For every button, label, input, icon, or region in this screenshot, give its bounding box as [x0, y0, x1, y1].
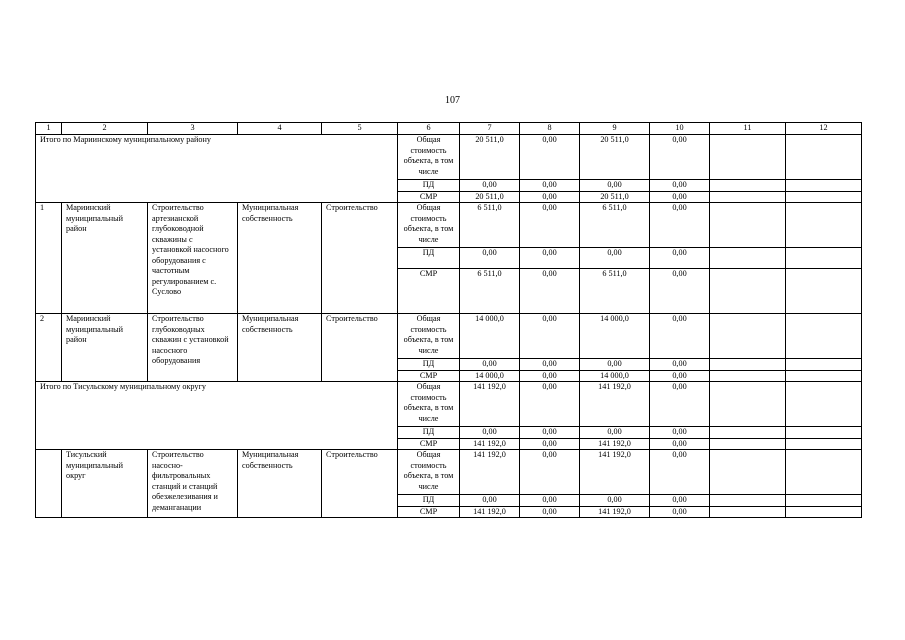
amount-cell: 0,00 — [580, 359, 650, 371]
municipality: Мариинский муниципальный район — [62, 203, 148, 314]
object-name: Строительство артезианской глубоководной скважины с установкой насосного оборудования с частотным регулированием с. Суслово — [148, 203, 238, 314]
amount-cell: 0,00 — [460, 248, 520, 269]
empty-cell-12 — [786, 191, 862, 203]
cost-label: ПД — [398, 359, 460, 371]
cost-label: СМР — [398, 191, 460, 203]
amount-cell: 0,00 — [520, 450, 580, 495]
amount-cell: 0,00 — [650, 248, 710, 269]
empty-cell-12 — [786, 248, 862, 269]
empty-cell-11 — [710, 506, 786, 518]
amount-cell: 141 192,0 — [580, 450, 650, 495]
empty-cell-12 — [786, 438, 862, 450]
amount-cell: 0,00 — [520, 314, 580, 359]
municipality: Тисульский муниципальный округ — [62, 450, 148, 518]
amount-cell: 0,00 — [650, 495, 710, 507]
amount-cell: 0,00 — [520, 248, 580, 269]
amount-cell: 141 192,0 — [460, 438, 520, 450]
cost-label: Общая стоимость объекта, в том числе — [398, 135, 460, 180]
empty-cell-11 — [710, 248, 786, 269]
col-header-5: 5 — [322, 123, 398, 135]
col-header-6: 6 — [398, 123, 460, 135]
object-row — [36, 314, 862, 359]
empty-cell-12 — [786, 382, 862, 427]
empty-cell-12 — [786, 314, 862, 359]
cost-label: Общая стоимость объекта, в том числе — [398, 314, 460, 359]
row-number — [36, 450, 62, 518]
cost-label: ПД — [398, 495, 460, 507]
amount-cell: 14 000,0 — [460, 370, 520, 382]
amount-cell: 0,00 — [580, 427, 650, 439]
column-number-row — [36, 123, 862, 135]
col-header-11: 11 — [710, 123, 786, 135]
empty-cell-11 — [710, 382, 786, 427]
amount-cell: 0,00 — [650, 180, 710, 192]
empty-cell-11 — [710, 135, 786, 180]
amount-cell: 0,00 — [520, 203, 580, 248]
work-type: Строительство — [322, 314, 398, 382]
amount-cell: 0,00 — [520, 495, 580, 507]
col-header-4: 4 — [238, 123, 322, 135]
total-title: Итого по Тисульскому муниципальному округу — [36, 382, 398, 450]
object-row — [36, 203, 862, 248]
object-name: Строительство насосно-фильтровальных станций и станций обезжелезивания и деманганации — [148, 450, 238, 518]
empty-cell-11 — [710, 495, 786, 507]
amount-cell: 0,00 — [650, 427, 710, 439]
amount-cell: 0,00 — [520, 180, 580, 192]
empty-cell-11 — [710, 269, 786, 314]
empty-cell-11 — [710, 370, 786, 382]
amount-cell: 0,00 — [520, 427, 580, 439]
amount-cell: 0,00 — [650, 314, 710, 359]
amount-cell: 6 511,0 — [580, 203, 650, 248]
amount-cell: 0,00 — [650, 135, 710, 180]
amount-cell: 0,00 — [650, 450, 710, 495]
empty-cell-12 — [786, 450, 862, 495]
object-name: Строительство глубоководных скважин с установкой насосного оборудования — [148, 314, 238, 382]
cost-label: Общая стоимость объекта, в том числе — [398, 450, 460, 495]
cost-label: СМР — [398, 506, 460, 518]
amount-cell: 0,00 — [520, 359, 580, 371]
empty-cell-11 — [710, 427, 786, 439]
amount-cell: 0,00 — [650, 203, 710, 248]
empty-cell-11 — [710, 203, 786, 248]
empty-cell-12 — [786, 427, 862, 439]
amount-cell: 20 511,0 — [580, 191, 650, 203]
cost-label: СМР — [398, 438, 460, 450]
investment-table — [35, 122, 862, 518]
total-title: Итого по Мариинскому муниципальному району — [36, 135, 398, 203]
work-type: Строительство — [322, 203, 398, 314]
amount-cell: 0,00 — [650, 382, 710, 427]
amount-cell: 0,00 — [650, 438, 710, 450]
empty-cell-12 — [786, 359, 862, 371]
col-header-9: 9 — [580, 123, 650, 135]
empty-cell-12 — [786, 203, 862, 248]
amount-cell: 6 511,0 — [460, 203, 520, 248]
municipality: Мариинский муниципальный район — [62, 314, 148, 382]
empty-cell-12 — [786, 495, 862, 507]
cost-label: Общая стоимость объекта, в том числе — [398, 203, 460, 248]
empty-cell-11 — [710, 359, 786, 371]
total-row — [36, 382, 862, 427]
amount-cell: 14 000,0 — [460, 314, 520, 359]
col-header-12: 12 — [786, 123, 862, 135]
col-header-7: 7 — [460, 123, 520, 135]
empty-cell-11 — [710, 314, 786, 359]
cost-label: СМР — [398, 269, 460, 314]
row-number: 1 — [36, 203, 62, 314]
amount-cell: 0,00 — [650, 359, 710, 371]
cost-label: Общая стоимость объекта, в том числе — [398, 382, 460, 427]
ownership: Муниципальная собственность — [238, 314, 322, 382]
amount-cell: 141 192,0 — [460, 506, 520, 518]
amount-cell: 0,00 — [650, 191, 710, 203]
empty-cell-11 — [710, 450, 786, 495]
amount-cell: 0,00 — [650, 370, 710, 382]
amount-cell: 0,00 — [580, 495, 650, 507]
object-row — [36, 450, 862, 495]
empty-cell-12 — [786, 269, 862, 314]
amount-cell: 141 192,0 — [580, 506, 650, 518]
amount-cell: 0,00 — [460, 427, 520, 439]
amount-cell: 141 192,0 — [580, 382, 650, 427]
amount-cell: 20 511,0 — [460, 191, 520, 203]
cost-label: СМР — [398, 370, 460, 382]
empty-cell-12 — [786, 506, 862, 518]
amount-cell: 6 511,0 — [580, 269, 650, 314]
amount-cell: 0,00 — [460, 180, 520, 192]
empty-cell-11 — [710, 180, 786, 192]
amount-cell: 0,00 — [520, 370, 580, 382]
cost-label: ПД — [398, 248, 460, 269]
amount-cell: 0,00 — [580, 180, 650, 192]
amount-cell: 0,00 — [520, 191, 580, 203]
amount-cell: 141 192,0 — [460, 382, 520, 427]
amount-cell: 6 511,0 — [460, 269, 520, 314]
amount-cell: 0,00 — [520, 438, 580, 450]
amount-cell: 0,00 — [460, 495, 520, 507]
amount-cell: 0,00 — [520, 506, 580, 518]
amount-cell: 14 000,0 — [580, 370, 650, 382]
amount-cell: 0,00 — [650, 269, 710, 314]
col-header-2: 2 — [62, 123, 148, 135]
cost-label: ПД — [398, 180, 460, 192]
col-header-3: 3 — [148, 123, 238, 135]
cost-label: ПД — [398, 427, 460, 439]
row-number: 2 — [36, 314, 62, 382]
ownership: Муниципальная собственность — [238, 450, 322, 518]
empty-cell-12 — [786, 180, 862, 192]
empty-cell-12 — [786, 135, 862, 180]
work-type: Строительство — [322, 450, 398, 518]
empty-cell-12 — [786, 370, 862, 382]
col-header-1: 1 — [36, 123, 62, 135]
amount-cell: 141 192,0 — [460, 450, 520, 495]
col-header-8: 8 — [520, 123, 580, 135]
amount-cell: 0,00 — [520, 135, 580, 180]
amount-cell: 20 511,0 — [580, 135, 650, 180]
amount-cell: 0,00 — [580, 248, 650, 269]
amount-cell: 20 511,0 — [460, 135, 520, 180]
ownership: Муниципальная собственность — [238, 203, 322, 314]
amount-cell: 0,00 — [520, 269, 580, 314]
amount-cell: 0,00 — [460, 359, 520, 371]
amount-cell: 0,00 — [520, 382, 580, 427]
empty-cell-11 — [710, 191, 786, 203]
amount-cell: 14 000,0 — [580, 314, 650, 359]
total-row — [36, 135, 862, 180]
empty-cell-11 — [710, 438, 786, 450]
amount-cell: 0,00 — [650, 506, 710, 518]
amount-cell: 141 192,0 — [580, 438, 650, 450]
page-number: 107 — [445, 95, 460, 106]
col-header-10: 10 — [650, 123, 710, 135]
